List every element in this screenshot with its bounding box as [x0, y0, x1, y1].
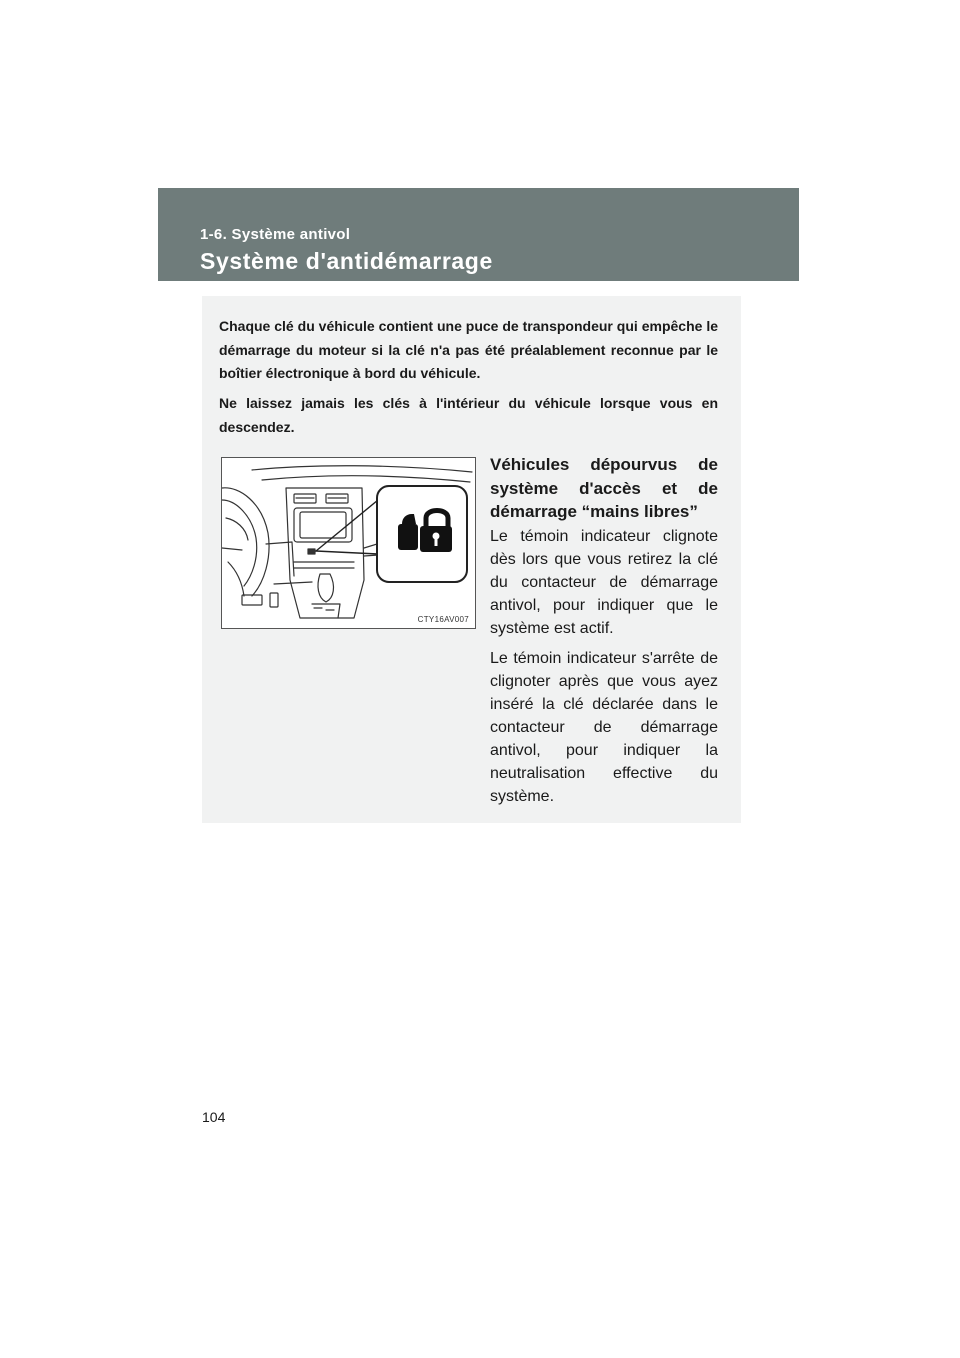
warning-paragraph: Ne laissez jamais les clés à l'intérieur du véhicule lorsque vous en descendez. — [219, 395, 718, 435]
body-paragraph: Le témoin indicateur clignote dès lors que vous retirez la clé du contacteur de démarrage antivol, pour indiquer que le système est actif. — [490, 528, 718, 637]
figure-code: CTY16AV007 — [417, 615, 469, 624]
dashboard-drawing — [222, 458, 476, 629]
dashboard-illustration — [221, 457, 476, 629]
intro-paragraph: Chaque clé du véhicule contient une puce de transpondeur qui empêche le démarrage du moteur si la clé n'a pas été préalablement reconnue par le boîtier électronique à bord du véhicule. — [219, 318, 718, 381]
body-paragraph: Le témoin indicateur s'arrête de clignoter après que vous ayez inséré la clé déclarée dans le contacteur de démarrage antivol, pour indiquer la neutralisation effective du système. — [490, 650, 718, 805]
content-box — [202, 296, 741, 823]
page-title: Système d'antidémarrage — [200, 248, 493, 274]
section-header — [158, 188, 799, 281]
section-heading: Véhicules dépourvus de système d'accès et de démarrage “mains libres” — [490, 455, 718, 521]
section-label: 1-6. Système antivol — [200, 226, 351, 243]
page-number: 104 — [202, 1109, 226, 1125]
